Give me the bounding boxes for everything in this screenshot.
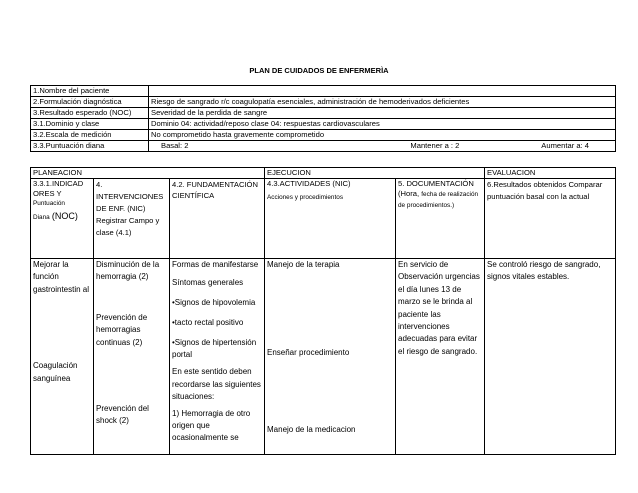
care-plan-table [30,167,616,455]
indicators-cell: Mejorar la función gastrointestin al Coagulación sanguínea [31,259,94,455]
target-score-values [149,141,616,152]
table-row [31,86,616,97]
results-cell: Se controló riesgo de sangrado, signos vitales estables. [485,259,616,455]
target-score-label: 3.3.Puntuación diana [31,141,149,152]
basal-score: Basal: 2 [161,141,189,150]
documentation-cell: En servicio de Observación urgencias el día lunes 13 de marzo se le brinda al paciente las intervenciones adecuadas para evitar el riesgo de sangrado. [396,259,485,455]
results-header: 6.Resultados obtenidos Comparar puntuación basal con la actual [485,179,616,259]
patient-info-table [30,85,616,152]
domain-value: Dominio 04: actividad/reposo clase 04: respuestas cardiovasculares [149,119,616,130]
interventions-cell: Disminución de la hemorragia (2) Prevención de hemorragias continuas (2) Prevención del shock (2) [94,259,170,455]
activities-header: 4.3.ACTIVIDADES (NIC) Acciones y procedimientos [265,179,396,259]
evaluation-header: EVALUACION [485,168,616,179]
documentation-header: 5. DOCUMENTACIÓN (Hora, fecha de realización de procedimientos.) [396,179,485,259]
diagnosis-label: 2.Formulación diagnóstica [31,97,149,108]
patient-name-value [149,86,616,97]
scale-value: No comprometido hasta gravemente comprometido [149,130,616,141]
table-row [31,259,616,455]
maintain-score: Mantener a : 2 [410,141,460,150]
interventions-header: 4. INTERVENCIONES DE ENF. (NIC) Registrar Campo y clase (4.1) [94,179,170,259]
scientific-basis-header: 4.2. FUNDAMENTACIÓN CIENTÍFICA [170,179,265,259]
table-row [31,97,616,108]
scientific-basis-cell: Formas de manifestarse Síntomas generales •Signos de hipovolemia •tacto rectal positivo •Signos de hipertensión portal En este sentido deben recordarse las siguientes situaciones: 1) Hemorragia de otro origen que ocasionalmente se [170,259,265,455]
table-row [31,179,616,259]
table-row [31,130,616,141]
page-title: PLAN DE CUIDADOS DE ENFERMERÌA [249,66,389,75]
table-row [31,168,616,179]
execution-header: EJECUCION [265,168,485,179]
noc-value: Severidad de la perdida de sangre [149,108,616,119]
activities-cell: Manejo de la terapia Enseñar procedimiento Manejo de la medicacion [265,259,396,455]
noc-label: 3.Resultado esperado (NOC) [31,108,149,119]
table-row [31,119,616,130]
domain-label: 3.1.Dominio y clase [31,119,149,130]
planning-header: PLANEACION [31,168,265,179]
increase-score: Aumentar a: 4 [541,141,589,150]
patient-name-label: 1.Nombre del paciente [31,86,149,97]
scale-label: 3.2.Escala de medición [31,130,149,141]
indicators-header: 3.3.1.INDICAD ORES Y Puntuación Diana (NOC) [31,179,94,259]
table-row [31,141,616,152]
table-row [31,108,616,119]
diagnosis-value: Riesgo de sangrado r/c coagulopatía esenciales, administración de hemoderivados deficientes [149,97,616,108]
